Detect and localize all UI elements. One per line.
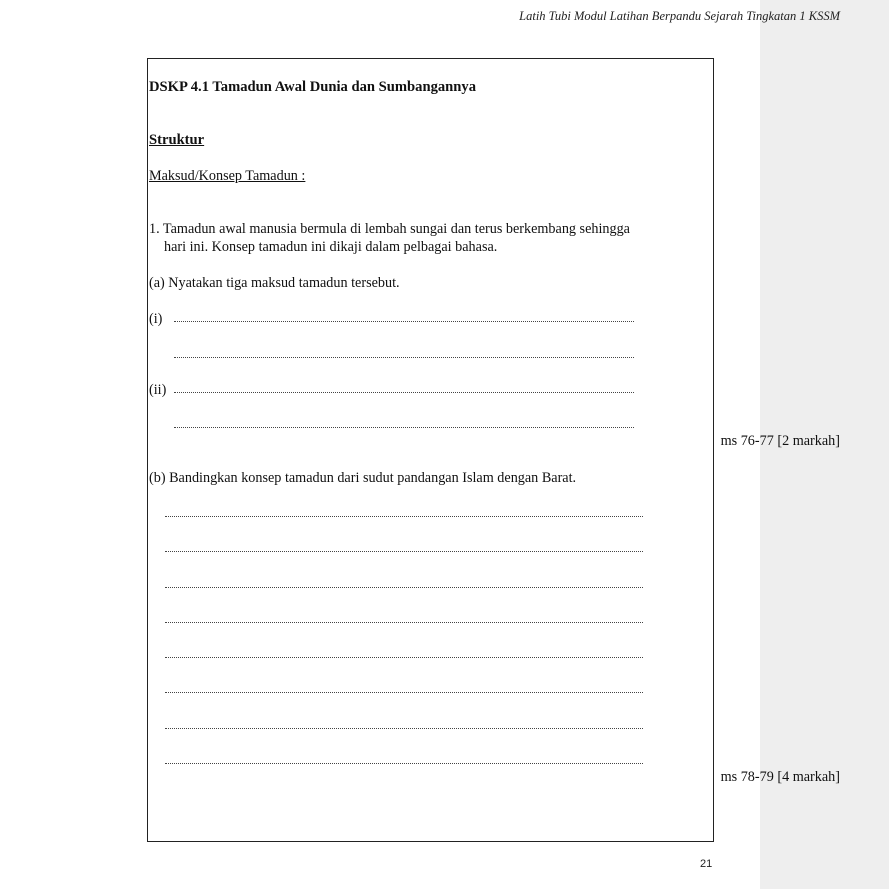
- structure-heading: Struktur: [149, 132, 205, 148]
- answer-line[interactable]: [165, 516, 643, 517]
- answer-line[interactable]: [165, 551, 643, 552]
- answer-label-ii: (ii): [149, 382, 167, 398]
- answer-label-i: (i): [149, 311, 163, 327]
- answer-line[interactable]: [174, 427, 634, 428]
- answer-line[interactable]: [174, 392, 634, 393]
- answer-line[interactable]: [165, 763, 643, 764]
- answer-line[interactable]: [174, 357, 634, 358]
- answer-line[interactable]: [165, 728, 643, 729]
- question-stem-line-2: hari ini. Konsep tamadun ini dikaji dalam pelbagai bahasa.: [164, 239, 498, 255]
- answer-line[interactable]: [165, 692, 643, 693]
- question-stem-line-1: 1. Tamadun awal manusia bermula di lembah sungai dan terus berkembang sehingga: [149, 221, 630, 237]
- part-b-prompt: (b) Bandingkan konsep tamadun dari sudut pandangan Islam dengan Barat.: [149, 470, 577, 486]
- page-number: 21: [700, 858, 713, 870]
- section-title: DSKP 4.1 Tamadun Awal Dunia dan Sumbangannya: [149, 79, 477, 95]
- part-a-prompt: (a) Nyatakan tiga maksud tamadun tersebut.: [149, 275, 400, 291]
- marks-label-part-b: ms 78-79 [4 markah]: [720, 769, 840, 785]
- answer-line[interactable]: [174, 321, 634, 322]
- answer-line[interactable]: [165, 657, 643, 658]
- answer-line[interactable]: [165, 587, 643, 588]
- running-header: Latih Tubi Modul Latihan Berpandu Sejarah Tingkatan 1 KSSM: [519, 9, 840, 23]
- concept-subheading: Maksud/Konsep Tamadun :: [149, 168, 306, 184]
- marks-label-part-a: ms 76-77 [2 markah]: [720, 433, 840, 449]
- answer-line[interactable]: [165, 622, 643, 623]
